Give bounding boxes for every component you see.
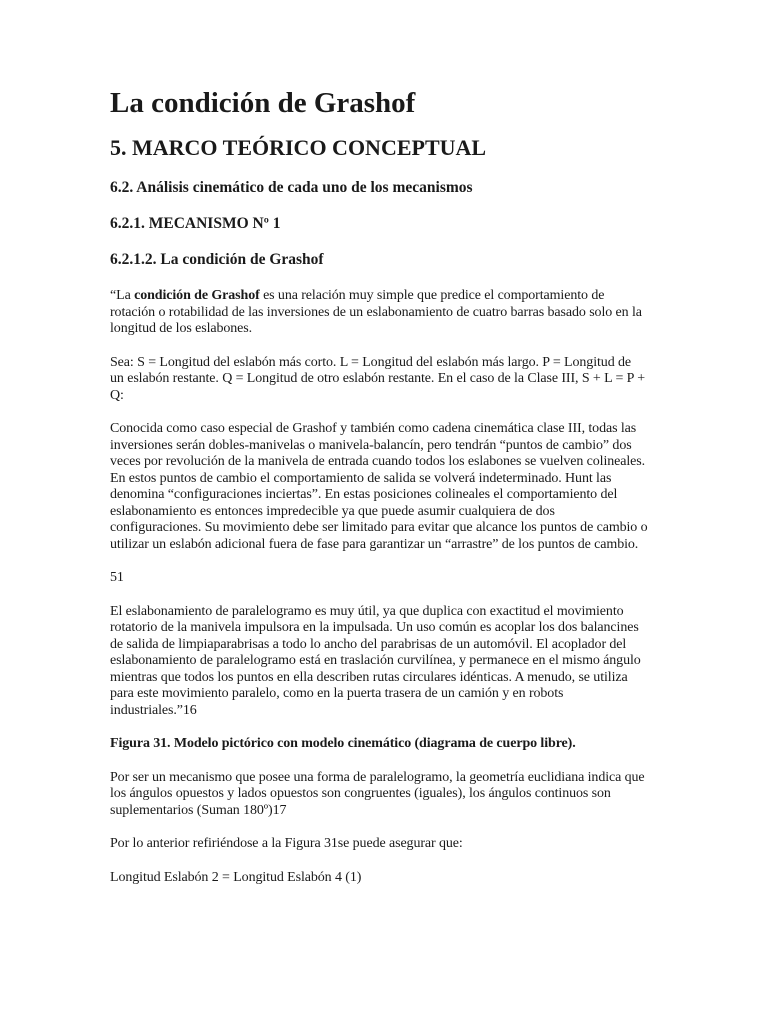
paragraph-parallelogram: El eslabonamiento de paralelogramo es muy útil, ya que duplica con exactitud el movimiento rotatorio de la manivela impulsora en la impulsada. Un uso común es acoplar los dos balancines de salida de limpiaparabrisas a todo lo ancho del parabrisas de un automóvil. El acoplador del eslabonamiento de paralelogramo está en traslación curvilínea, y permanece en el mismo ángulo mientras que todos los puntos en ella describen rutas circulares idénticas. A menudo, se utiliza para este movimiento paralelo, como en la puerta trasera de un camión y en robots industriales.”16 (110, 603, 641, 718)
paragraph-grashof-definition (110, 288, 648, 338)
figure-caption: Figura 31. Modelo pictórico con modelo cinemático (diagrama de cuerpo libre). (110, 736, 576, 751)
paragraph-rest: es una relación muy simple que predice el comportamiento de rotación o rotabilidad de las inversiones de un eslabonamiento de cuatro barras basado solo en la longitud de los eslabones. (110, 288, 642, 336)
page-number: 51 (110, 570, 124, 585)
paragraph-reference: Por lo anterior refiriéndose a la Figura 31se puede asegurar que: (110, 836, 463, 851)
document-title: La condición de Grashof (110, 87, 416, 119)
paragraph-definitions: Sea: S = Longitud del eslabón más corto. L = Longitud del eslabón más largo. P = Longitud de un eslabón restante. Q = Longitud de otro eslabón restante. En el caso de la Clase III, S + L = P + Q: (110, 354, 646, 403)
bold-term: condición de Grashof (134, 288, 260, 303)
paragraph-class-three: Conocida como caso especial de Grashof y también como cadena cinemática clase III, todas las inversiones serán dobles-manivelas o manivela-balancín, pero tendrán “puntos de cambio” dos veces por revolución de la manivela de entrada cuando todos los eslabones se vuelven colineales. En estos puntos de cambio el comportamiento de salida se volverá indeterminado. Hunt las denomina “configuraciones inciertas”. En estas posiciones colineales el comportamiento del eslabonamiento es entonces impredecible ya que puede asumir cualquiera de dos configuraciones. Su movimiento debe ser limitado para evitar que alcance los puntos de cambio o utilizar un eslabón adicional fuera de fase para garantizar un “arrastre” de los puntos de cambio. (110, 421, 648, 552)
subsection-heading-mechanism: 6.2.1. MECANISMO Nº 1 (110, 215, 281, 232)
paragraph-geometry: Por ser un mecanismo que posee una forma de paralelogramo, la geometría euclidiana indica que los ángulos opuestos y lados opuestos son congruentes (iguales), los ángulos continuos son suplementarios (Suman 180º)17 (110, 769, 645, 818)
paragraph-prefix: “La (110, 288, 135, 303)
equation-line: Longitud Eslabón 2 = Longitud Eslabón 4 (1) (110, 869, 362, 885)
subsection-heading-analysis: 6.2. Análisis cinemático de cada uno de los mecanismos (110, 179, 473, 196)
subsection-heading-grashof: 6.2.1.2. La condición de Grashof (110, 251, 324, 268)
section-heading: 5. MARCO TEÓRICO CONCEPTUAL (110, 135, 487, 160)
